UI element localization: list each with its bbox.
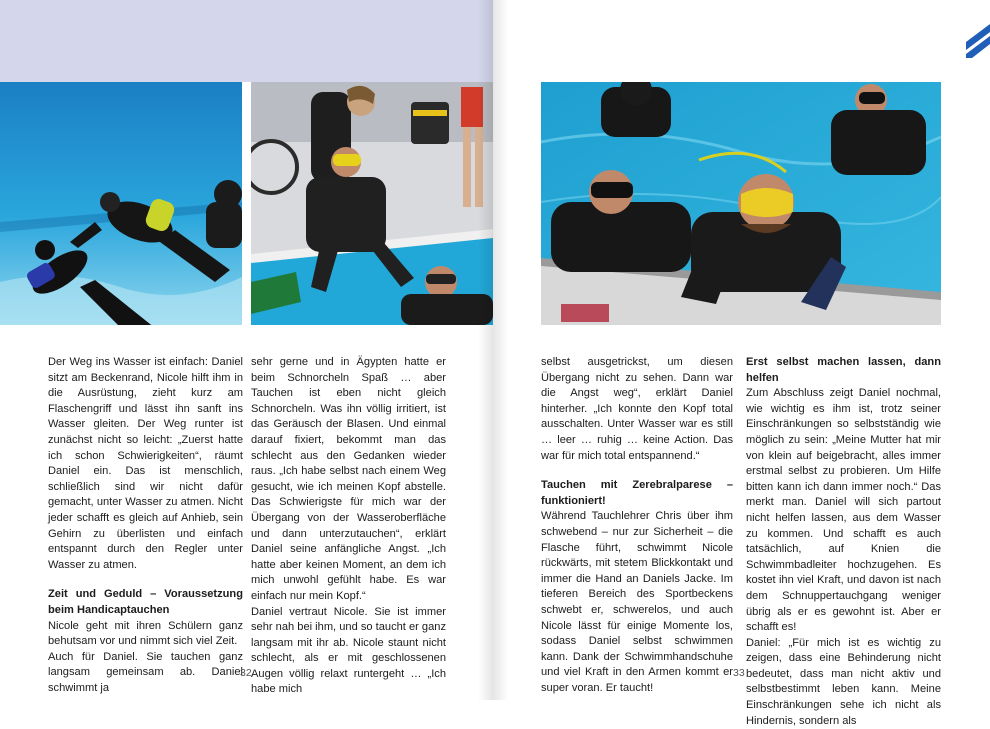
paragraph: Der Weg ins Wasser ist einfach: Daniel sitzt am Beckenrand, Nicole hilft ihm in die Ausrüstung, zieht kurz am Flaschengriff und lässt ihn sanft ins Wasser gleiten. Der Weg runter ist zunächst nicht so leicht: „Zuerst hatte ich schon Schwierigkeiten“, räumt Daniel ein. Das ist menschlich, schließlich sind wir nicht dafür gemacht, unter Wasser zu atmen. Nicht jeder schafft es gleich auf Anhieb, sein Gehirn zu überlisten und einfach entspannt durch den Regler unter Wasser zu atmen.	[48, 356, 243, 571]
page-number-right: 33	[733, 667, 745, 679]
photo-underwater-divers-image	[0, 82, 242, 325]
paragraph: sehr gerne und in Ägypten hatte er beim Schnorcheln Spaß … aber Tauchen ist eben nicht gleich Schnorcheln. Was ihn völlig irritiert, ist das Geräusch der Blasen. Und einmal darauf fixiert, bekommt man das schlecht aus den Gedanken wieder raus. „Ich habe selbst nach einem Weg gesucht, wie ich meinen Kopf abstelle. Das Schwierigste für mich war der Übergang von der Wasseroberfläche und dann unterzutauchen“, erklärt Daniel seine anfängliche Angst. „Ich hatte aber keinen Moment, an dem ich mich unwohl gefühlt habe. Es war einfach nur mein Kopf.“	[251, 356, 446, 602]
paragraph: Auch für Daniel. Sie tauchen ganz langsam gemeinsam ab. Daniel schwimmt ja	[48, 650, 243, 694]
photo-divers-at-pool-edge	[541, 82, 941, 325]
photo-poolside-preparation-image	[251, 82, 493, 325]
section-heading: Erst selbst machen lassen, dann helfen	[746, 356, 941, 384]
header-band	[0, 0, 493, 82]
paragraph: Daniel: „Für mich ist es wichtig zu zeigen, dass eine Behinderung nicht bedeutet, dass man nicht aktiv und selbstbestimmt leben kann. Meine Einschränkungen sehe ich nicht als Hindernis, sondern als	[746, 636, 941, 727]
paragraph: selbst ausgetrickst, um diesen Übergang nicht zu sehen. Dann war die Angst weg“, erklärt Daniel hinterher. „Ich konnte den Kopf total ausschalten. Unter Wasser war es still … leer … ruhig … keine Action. Das war für mich total entspannend.“	[541, 356, 733, 462]
paragraph: Zum Abschluss zeigt Daniel nochmal, wie wichtig es ihm ist, trotz seiner Einschränkungen so selbstständig wie möglich zu sein: „Meine Mutter hat mir von klein auf beigebracht, alles immer erstmal selbst zu probieren. Um Hilfe bitten kann ich dann immer noch.“ Das merkt man. Daniel will sich partout nicht helfen lassen, aus dem Wasser zu kommen. Und schafft es auch tatsächlich, auf Knien die Schwimmbadleiter hochzugehen. Es kostet ihn viel Kraft, und davon ist nach dem Schnuppertauchgang weniger übrig als er es gewohnt ist. Aber er schafft es!	[746, 387, 941, 634]
paragraph: Daniel vertraut Nicole. Sie ist immer sehr nah bei ihm, und so taucht er ganz langsam mit ihr ab. Nicole staunt nicht schlecht, als er mit geschlossenen Augen völlig relaxt runtergeht … „Ich habe mich	[251, 605, 446, 696]
left-page	[0, 0, 493, 700]
right-column-1	[541, 355, 733, 696]
photo-underwater-divers	[0, 82, 242, 325]
right-column-2	[746, 355, 941, 729]
photo-divers-at-pool-edge-image	[541, 82, 941, 325]
left-column-1	[48, 355, 243, 696]
photo-poolside-preparation	[251, 82, 493, 325]
left-column-2	[251, 355, 446, 698]
paragraph: Während Tauchlehrer Chris über ihm schwebend – nur zur Sicherheit – die Flasche führt, schwimmt Nicole rückwärts, mit stetem Blickkontakt und immer die Hand an Daniels Jacke. Im tieferen Bereich des Sportbeckens schwebt er, schwerelos, und auch Nicole lässt für einige Momente los, sodass Daniel selbst schwimmen kann. Dank der Schwimmhandschuhe und viel Kraft in den Armen kommt er super voran. Er taucht!	[541, 510, 733, 694]
right-page	[493, 0, 990, 727]
book-gutter-shadow	[478, 0, 508, 700]
paragraph: Nicole geht mit ihren Schülern ganz behutsam vor und nimmt sich viel Zeit.	[48, 619, 243, 648]
page-number-left: 32	[240, 667, 252, 679]
section-heading: Zeit und Geduld – Voraussetzung beim Handicaptauchen	[48, 588, 243, 616]
corner-stripes-decoration	[966, 24, 990, 58]
section-heading: Tauchen mit Zerebralparese – funktioniert!	[541, 479, 733, 507]
